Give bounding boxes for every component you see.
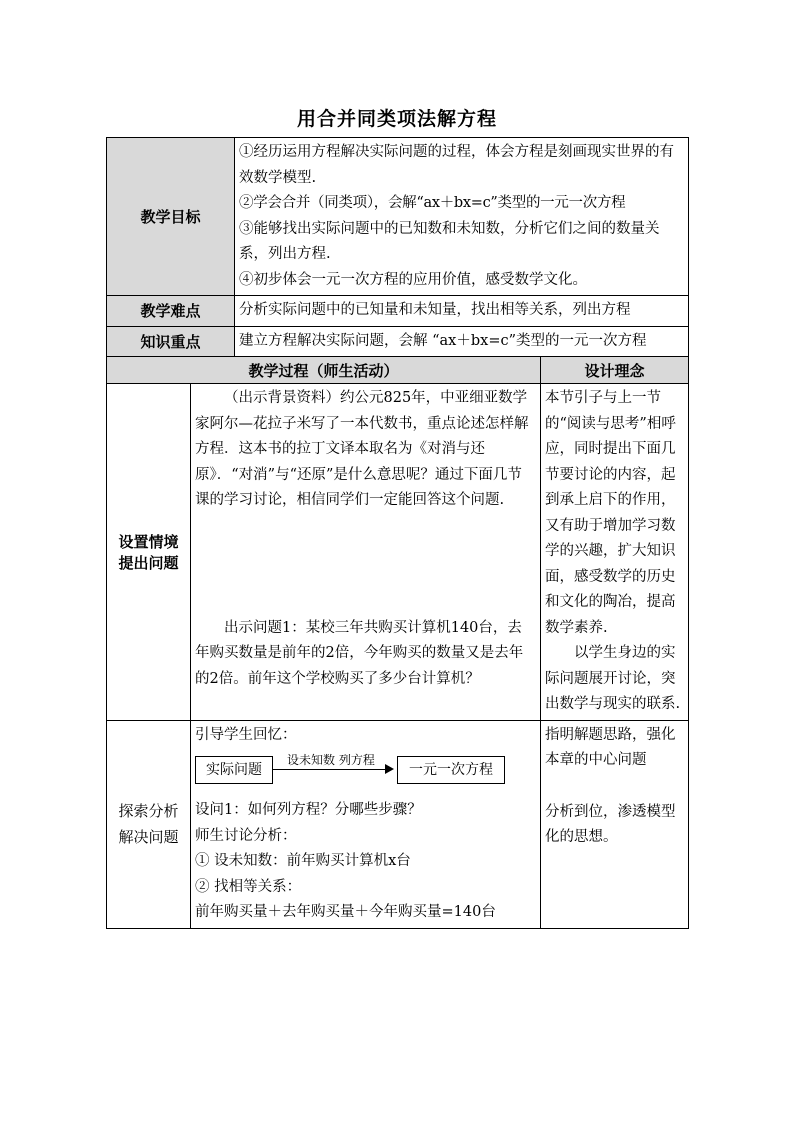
situation-label-line1: 设置情境: [118, 532, 179, 551]
situation-row: [107, 384, 689, 721]
guide-text: 引导学生回忆：: [195, 726, 297, 743]
problem-text: 出示问题1：某校三年共购买计算机140台，去年购买数量是前年的2倍，今年购买的数量又是去年的2倍。前年这个学校购买了多少台计算机？: [195, 619, 524, 687]
arrow-right-icon: [385, 764, 394, 774]
difficulty-text: 分析实际问题中的已知量和未知量，找出相等关系，列出方程: [239, 302, 631, 318]
explore-label: [107, 720, 191, 928]
objective-3: ③能够找出实际问题中的已知数和未知数，分析它们之间的数量关系，列出方程.: [239, 220, 660, 262]
explore-concept-2: 分析到位，渗透模型化的思想。: [545, 803, 676, 845]
situation-label-line2: 提出问题: [118, 553, 179, 572]
situation-concept: [541, 384, 689, 721]
equation-text: 前年购买量＋去年购买量＋今年购买量=140台: [195, 904, 496, 920]
flow-box-right: 一元一次方程: [397, 756, 505, 784]
objective-2: ②学会合并（同类项），会解“ax＋bx=c”类型的一元一次方程: [239, 195, 626, 211]
explore-label-line2: 解决问题: [118, 828, 179, 846]
key-points-row: [107, 326, 689, 357]
objective-4: ④初步体会一元一次方程的应用价值，感受数学文化。: [239, 271, 588, 288]
objective-1: ①经历运用方程解决实际问题的过程，体会方程是刻画现实世界的有效数学模型.: [239, 144, 675, 186]
flow-arrow-line: [273, 769, 389, 770]
explore-concept: [541, 720, 689, 928]
objectives-label: 教学目标: [107, 138, 235, 296]
key-points-label: 知识重点: [107, 326, 235, 357]
key-points-text: 建立方程解决实际问题，会解 “ax＋bx=c”类型的一元一次方程: [239, 332, 647, 349]
concept-header: 设计理念: [541, 357, 689, 384]
situation-label: [107, 384, 191, 721]
difficulty-row: [107, 296, 689, 327]
page-title: 用合并同类项法解方程: [296, 108, 497, 130]
discussion-text: 师生讨论分析：: [195, 827, 297, 844]
lesson-plan-table: [106, 137, 689, 929]
step-2: ② 找相等关系：: [195, 878, 302, 895]
key-points-content: [235, 326, 689, 357]
explore-label-line1: 探索分析: [118, 802, 179, 820]
question-1: 设问1：如何列方程？分哪些步骤？: [195, 802, 422, 818]
process-header: 教学过程（师生活动）: [107, 357, 541, 384]
situation-concept-1: 本节引子与上一节的“阅读与思考”相呼应，同时提出下面几节要讨论的内容，起到承上启下的作用，又有助于增加学习数学的兴趣，扩大知识面，感受数学的历史和文化的陶冶，提高数学素养.: [545, 390, 676, 636]
situation-activity: [191, 384, 541, 721]
objectives-row: [107, 138, 689, 296]
explore-activity: [191, 720, 541, 928]
objectives-content: [235, 138, 689, 296]
flow-diagram: [195, 754, 536, 790]
flow-box-left: 实际问题: [195, 756, 273, 784]
difficulty-label: 教学难点: [107, 296, 235, 327]
difficulty-content: [235, 296, 689, 327]
flow-arrow-label: 设未知数 列方程: [287, 753, 375, 767]
explore-row: [107, 720, 689, 928]
explore-concept-1: 指明解题思路，强化本章的中心问题: [545, 726, 676, 768]
situation-concept-2: 以学生身边的实际问题展开讨论，突出数学与现实的联系.: [545, 645, 681, 712]
background-text: （出示背景资料）约公元825年，中亚细亚数学家阿尔—花拉子米写了一本代数书，重点论述怎样解方程．这本书的拉丁文译本取名为《对消与还原》．“对消”与“还原”是什么意思呢？通过下面几节课的学习讨论，相信同学们一定能回答这个问题.: [195, 390, 529, 508]
step-1: ① 设未知数：前年购买计算机x台: [195, 853, 411, 869]
process-header-row: [107, 357, 689, 384]
